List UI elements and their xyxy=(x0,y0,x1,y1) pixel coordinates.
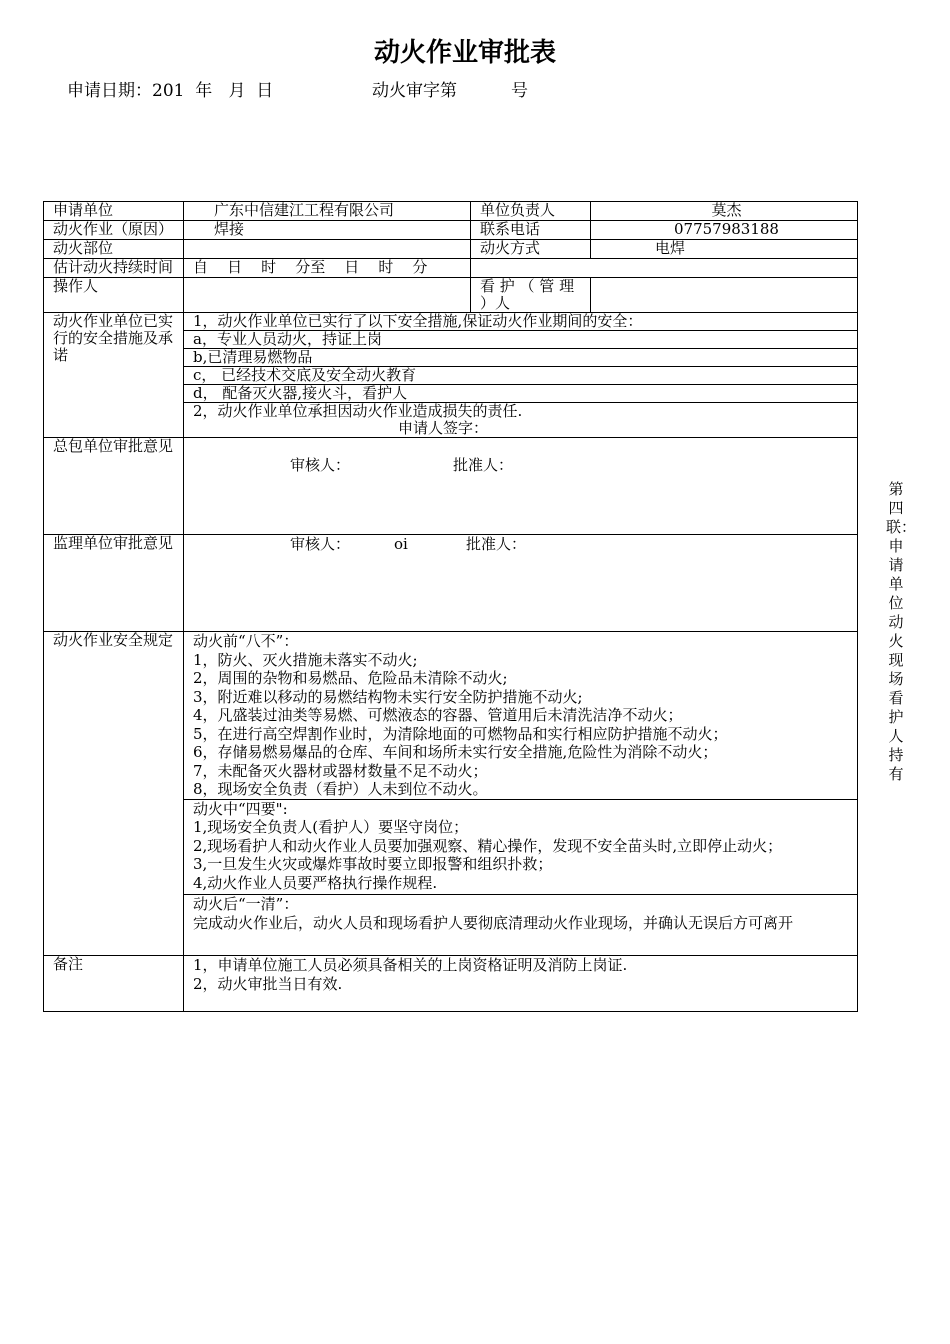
general-reviewer: 审核人： xyxy=(290,456,351,474)
side-note-vertical: 第四联：申请单位动火现场看护人持有 xyxy=(886,480,917,783)
unit-leader-value: 莫杰 xyxy=(591,202,858,221)
duration-extra xyxy=(471,259,858,278)
rule-item: 3，附近难以移动的易燃结构物未实行安全防护措施不动火; xyxy=(193,687,583,706)
duration-value: 自 日 时 分至 日 时 分 xyxy=(184,259,471,278)
rules-after-cell xyxy=(184,895,858,956)
rule-item: 4，凡盛装过油类等易燃、可燃液态的容器、管道用后未清洗洁净不动火； xyxy=(193,706,683,724)
rules-after-heading: 动火后“一清”： xyxy=(193,895,299,913)
rule-item: 2，周围的杂物和易燃品、危险品未清除不动火; xyxy=(193,669,508,687)
rule-item: 1,现场安全负责人(看护人）要坚守岗位； xyxy=(193,818,469,836)
applicant-signature: 申请人签字： xyxy=(397,419,488,437)
remark-item: 2，动火审批当日有效. xyxy=(193,974,343,993)
rule-item: 6，存储易燃易爆品的仓库、车间和场所未实行安全措施,危险性为消除不动火； xyxy=(193,743,718,761)
row-duration xyxy=(44,259,858,278)
rule-item: 3,一旦发生火灾或爆炸事故时要立即报警和组织扑救； xyxy=(193,855,553,873)
safety-line: d， 配备灭火器,接火斗，看护人 xyxy=(184,385,858,403)
operator-label: 操作人 xyxy=(44,278,184,313)
phone-value: 07757983188 xyxy=(591,221,858,240)
rules-during-cell xyxy=(184,799,858,895)
safety-commitment-cell xyxy=(184,403,858,438)
safety-line: a，专业人员动火，持证上岗 xyxy=(184,331,858,349)
rule-item: 5，在进行高空焊割作业时，为清除地面的可燃物品和实行相应防护措施不动火； xyxy=(193,724,728,743)
row-remarks xyxy=(44,956,858,1012)
rule-item: 1，防火、灭火措施未落实不动火; xyxy=(193,650,418,669)
row-supervision-approval xyxy=(44,535,858,632)
general-approval-cell xyxy=(184,438,858,535)
reason-value: 焊接 xyxy=(184,221,471,240)
approval-form-table xyxy=(43,201,858,1012)
supervision-reviewer: 审核人： xyxy=(290,535,351,553)
rules-label: 动火作业安全规定 xyxy=(44,632,184,956)
guard-label: 看 护 （ 管 理 ）人 xyxy=(471,278,591,313)
row-rules-before xyxy=(44,632,858,800)
remark-item: 1，申请单位施工人员必须具备相关的上岗资格证明及消防上岗证. xyxy=(193,956,628,974)
operator-value xyxy=(184,278,471,313)
safety-line: 2，动火作业单位承担因动火作业造成损失的责任. xyxy=(193,402,523,420)
rules-before-heading: 动火前“八不”： xyxy=(193,632,299,650)
location-value xyxy=(184,240,471,259)
row-general-approval xyxy=(44,438,858,535)
rule-item: 2,现场看护人和动火作业人员要加强观察、精心操作，发现不安全苗头时,立即停止动火； xyxy=(193,836,783,855)
apply-unit-value: 广东中信建江工程有限公司 xyxy=(184,202,471,221)
general-approval-label: 总包单位审批意见 xyxy=(44,438,184,535)
rule-item: 完成动火作业后，动火人员和现场看护人要彻底清理动火作业现场，并确认无误后方可离开 xyxy=(193,913,794,932)
approval-number: 动火审字第 号 xyxy=(372,81,529,101)
page-title: 动火作业审批表 xyxy=(373,38,556,68)
unit-leader-label: 单位负责人 xyxy=(471,202,591,221)
safety-label: 动火作业单位已实行的安全措施及承诺 xyxy=(44,313,184,438)
guard-value xyxy=(591,278,858,313)
remarks-label: 备注 xyxy=(44,956,184,1012)
rules-during-heading: 动火中“四要": xyxy=(193,799,288,818)
row-reason xyxy=(44,221,858,240)
row-apply-unit xyxy=(44,202,858,221)
safety-line: b,已清理易燃物品 xyxy=(184,349,858,367)
general-approver: 批准人： xyxy=(453,456,514,474)
phone-label: 联系电话 xyxy=(471,221,591,240)
method-label: 动火方式 xyxy=(471,240,591,259)
safety-line: 1，动火作业单位已实行了以下安全措施,保证动火作业期间的安全： xyxy=(184,313,858,331)
reason-label: 动火作业（原因） xyxy=(44,221,184,240)
location-label: 动火部位 xyxy=(44,240,184,259)
row-operator xyxy=(44,278,858,313)
rules-before-cell xyxy=(184,632,858,800)
row-safety-1 xyxy=(44,313,858,331)
rule-item: 4,动火作业人员要严格执行操作规程. xyxy=(193,873,438,892)
remarks-cell xyxy=(184,956,858,1012)
supervision-approval-cell xyxy=(184,535,858,632)
supervision-approval-label: 监理单位审批意见 xyxy=(44,535,184,632)
safety-line: c， 已经技术交底及安全动火教育 xyxy=(184,367,858,385)
supervision-mark: oi xyxy=(394,535,408,553)
rule-item: 8，现场安全负责（看护）人未到位不动火。 xyxy=(193,780,488,798)
application-date: 申请日期：201 年 月 日 xyxy=(67,81,274,101)
method-value: 电焊 xyxy=(591,240,858,259)
supervision-approver: 批准人： xyxy=(466,535,527,553)
apply-unit-label: 申请单位 xyxy=(44,202,184,221)
duration-label: 估计动火持续时间 xyxy=(44,259,184,278)
row-location xyxy=(44,240,858,259)
rule-item: 7，未配备灭火器材或器材数量不足不动火； xyxy=(193,761,488,780)
